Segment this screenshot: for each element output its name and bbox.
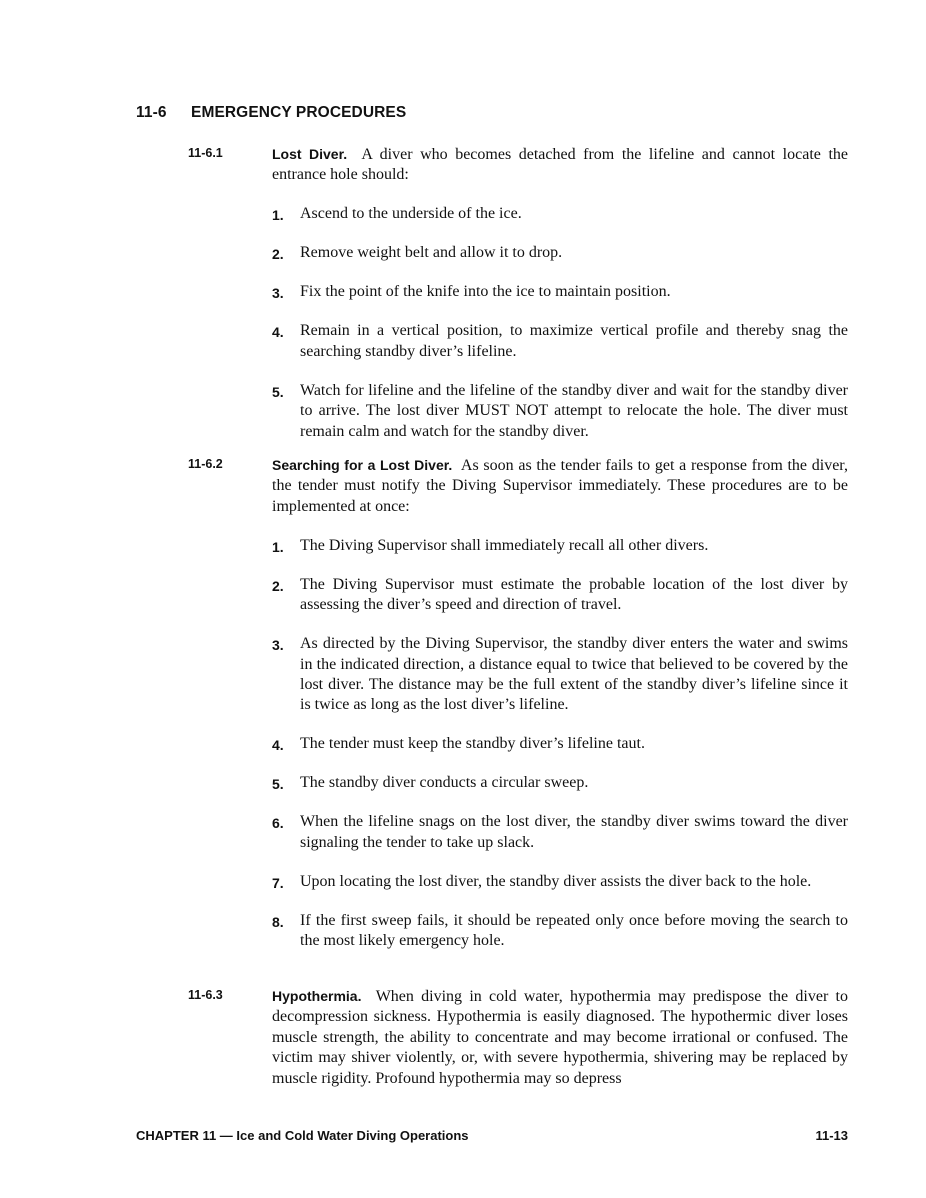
step-text: Remain in a vertical position, to maximize vertical profile and thereby snag the searching standby diver’s lifeline. [300, 322, 848, 360]
step-text: Upon locating the lost diver, the standby diver assists the diver back to the hole. [300, 872, 812, 890]
list-item [272, 243, 848, 263]
subsection-title: Lost Diver. [272, 146, 348, 162]
subsection-lost-diver [188, 144, 848, 442]
step-number: 2. [272, 246, 284, 263]
list-item [272, 634, 848, 716]
subsection-intro: When diving in cold water, hypothermia may predispose the diver to decompression sickness. Hypothermia is easily diagnosed. The hypothermic diver loses muscle strength, the ability to concentrate and may become irrational or confused. The victim may shiver violently, or, with severe hypothermia, shivering may be replaced by muscle rigidity. Profound hypothermia may so depress [272, 988, 848, 1087]
list-item [272, 321, 848, 362]
section-number: 11-6 [136, 104, 167, 121]
subsection-paragraph [272, 144, 848, 186]
page-number: 11-13 [815, 1128, 848, 1143]
subsection-intro: As soon as the tender fails to get a response from the diver, the tender must notify the Diving Supervisor immediately. These procedures are to be implemented at once: [272, 457, 848, 515]
list-item [272, 536, 848, 556]
list-item [272, 872, 848, 892]
step-list [272, 536, 848, 952]
list-item [272, 282, 848, 302]
list-item [272, 911, 848, 952]
subsection-hypothermia [188, 986, 848, 1089]
step-text: Watch for lifeline and the lifeline of the standby diver and wait for the standby diver to arrive. The lost diver MUST NOT attempt to relocate the hole. The diver must remain calm and watch for the standby diver. [300, 381, 848, 440]
step-number: 3. [272, 285, 284, 302]
step-list [272, 204, 848, 442]
step-number: 8. [272, 913, 284, 930]
step-text: If the first sweep fails, it should be repeated only once before moving the search to the most likely emergency hole. [300, 911, 848, 950]
step-number: 2. [272, 577, 284, 594]
step-number: 1. [272, 538, 284, 555]
step-text: As directed by the Diving Supervisor, the standby diver enters the water and swims in the indicated direction, a distance equal to twice that believed to be covered by the lost diver. The distance may be the full extent of the standby diver’s lifeline since it is twice as long as the lost diver’s lifeline. [300, 635, 848, 714]
subsection-number: 11-6.1 [188, 146, 223, 160]
page-footer [136, 1128, 848, 1143]
step-text: Ascend to the underside of the ice. [300, 205, 522, 223]
step-text: The standby diver conducts a circular sweep. [300, 774, 589, 792]
step-number: 4. [272, 737, 284, 754]
step-text: When the lifeline snags on the lost diver, the standby diver swims toward the diver signaling the tender to take up slack. [300, 813, 848, 851]
footer-chapter: CHAPTER 11 — Ice and Cold Water Diving Operations [136, 1128, 469, 1143]
step-text: The Diving Supervisor must estimate the probable location of the lost diver by assessing the diver’s speed and direction of travel. [300, 575, 848, 614]
subsection-number: 11-6.2 [188, 457, 223, 471]
step-text: The Diving Supervisor shall immediately recall all other divers. [300, 536, 709, 554]
subsection-intro: A diver who becomes detached from the lifeline and cannot locate the entrance hole should: [272, 146, 848, 184]
step-text: Fix the point of the knife into the ice to maintain position. [300, 283, 671, 301]
step-number: 5. [272, 776, 284, 793]
step-number: 3. [272, 637, 284, 654]
step-number: 1. [272, 207, 284, 224]
step-text: The tender must keep the standby diver’s lifeline taut. [300, 735, 645, 753]
step-number: 6. [272, 815, 284, 832]
list-item [272, 381, 848, 442]
list-item [272, 773, 848, 793]
list-item [272, 204, 848, 224]
list-item [272, 734, 848, 754]
subsection-paragraph [272, 455, 848, 517]
step-number: 4. [272, 324, 284, 341]
step-number: 7. [272, 874, 284, 891]
subsection-title: Hypothermia. [272, 988, 362, 1004]
step-number: 5. [272, 383, 284, 400]
subsection-paragraph [272, 986, 848, 1089]
subsection-number: 11-6.3 [188, 988, 223, 1002]
subsection-title: Searching for a Lost Diver. [272, 457, 453, 473]
section-title: EMERGENCY PROCEDURES [191, 104, 407, 121]
section-heading [136, 104, 406, 122]
list-item [272, 575, 848, 616]
list-item [272, 812, 848, 853]
subsection-searching-for-lost-diver [188, 455, 848, 952]
step-text: Remove weight belt and allow it to drop. [300, 244, 563, 262]
